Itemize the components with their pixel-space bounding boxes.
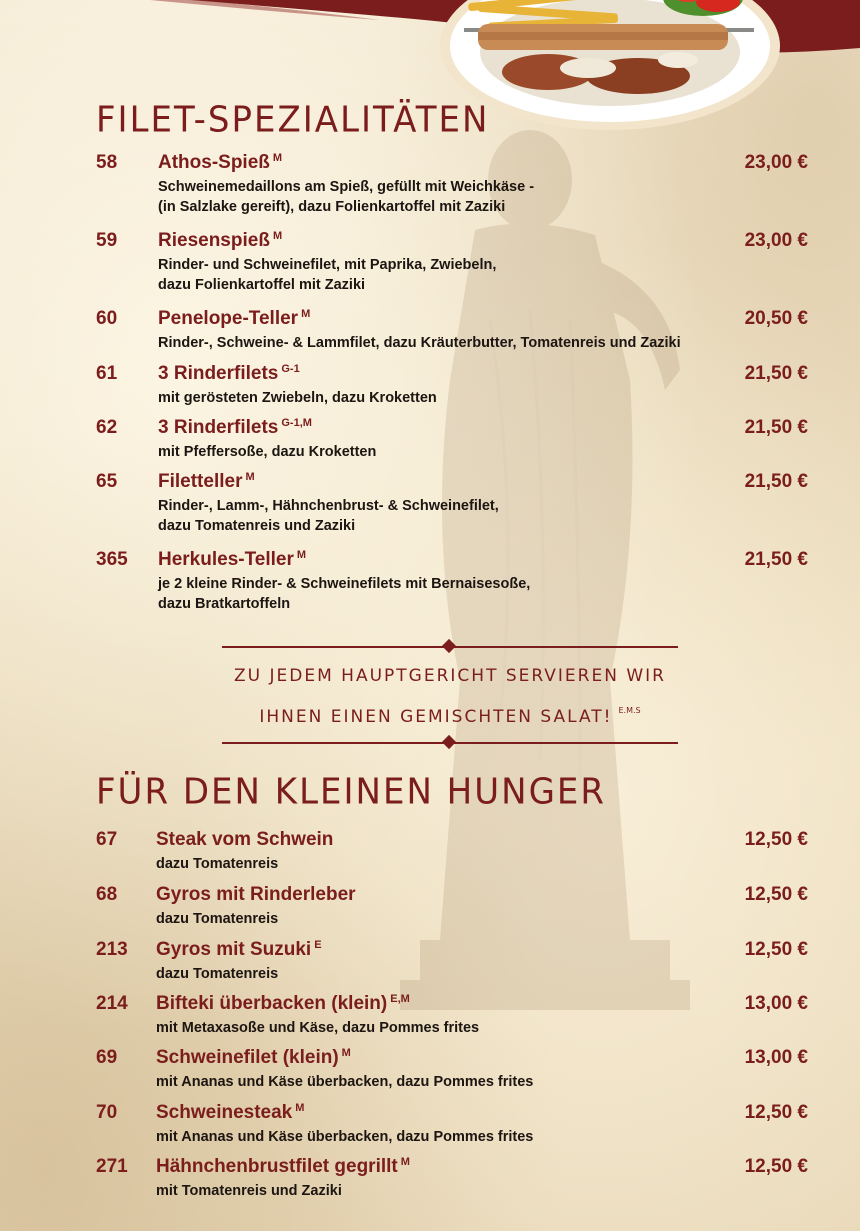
item-number: 69 — [96, 1047, 118, 1068]
item-description: Rinder-, Lamm-, Hähnchenbrust- & Schweinefilet, dazu Tomatenreis und Zaziki — [158, 498, 499, 534]
item-name: Filetteller $^M$ — [158, 471, 255, 492]
item-price: 21,50 € — [744, 549, 808, 570]
section-title-small-hunger: FÜR DEN KLEINEN HUNGER — [96, 771, 607, 813]
item-name: Herkules-Teller $^M$ — [158, 549, 307, 570]
item-name: 3 Rinderfilets $^{G-1}$ — [158, 363, 300, 384]
item-price: 23,00 € — [744, 230, 808, 251]
item-name: Bifteki überbacken (klein) $^{E,M}$ — [156, 993, 410, 1014]
item-number: 65 — [96, 471, 118, 492]
item-number: 271 — [96, 1156, 128, 1177]
divider — [222, 646, 678, 648]
item-number: 214 — [96, 993, 128, 1014]
allergen-code: E,M — [390, 993, 410, 1005]
item-price: 12,50 € — [744, 829, 808, 850]
item-number: 213 — [96, 939, 128, 960]
item-description: mit Metaxasoße und Käse, dazu Pommes frites — [156, 1020, 480, 1036]
section-title-filet: FILET-SPEZIALITÄTEN — [96, 99, 490, 141]
item-description: mit Ananas und Käse überbacken, dazu Pommes frites — [156, 1074, 534, 1090]
allergen-code: M — [272, 230, 283, 242]
allergen-code: M — [341, 1047, 351, 1059]
item-number: 68 — [96, 884, 118, 905]
item-name: Hähnchenbrustfilet gegrillt $^M$ — [156, 1156, 410, 1177]
item-price: 21,50 € — [744, 417, 808, 438]
item-price: 12,50 € — [744, 884, 808, 905]
item-name: Penelope-Teller $^M$ — [158, 308, 311, 329]
item-description: mit Tomatenreis und Zaziki — [156, 1183, 342, 1199]
item-number: 365 — [96, 549, 128, 570]
item-number: 62 — [96, 417, 118, 438]
item-number: 67 — [96, 829, 118, 850]
item-number: 58 — [96, 152, 118, 173]
item-name: Schweinesteak $^M$ — [156, 1102, 305, 1123]
item-description: dazu Tomatenreis — [156, 856, 279, 872]
item-description: mit gerösteten Zwiebeln, dazu Kroketten — [158, 390, 437, 406]
divider — [222, 742, 678, 744]
item-description: je 2 kleine Rinder- & Schweinefilets mit Bernaisesoße, dazu Bratkartoffeln — [158, 576, 531, 612]
notice-note: E.M.S — [618, 706, 641, 715]
food-plate-image — [438, 0, 782, 132]
item-price: 21,50 € — [744, 363, 808, 384]
notice-line: ZU JEDEM HAUPTGERICHT SERVIEREN WIR — [234, 666, 666, 686]
item-number: 61 — [96, 363, 118, 384]
item-price: 12,50 € — [744, 939, 808, 960]
allergen-code: M — [245, 471, 255, 483]
item-price: 13,00 € — [744, 993, 808, 1014]
allergen-code: M — [296, 549, 307, 561]
item-description: dazu Tomatenreis — [156, 966, 279, 982]
item-name: Riesenspieß $^M$ — [158, 230, 283, 251]
item-price: 12,50 € — [744, 1156, 808, 1177]
allergen-code: E — [314, 939, 322, 951]
allergen-code: G-1,M — [281, 417, 312, 429]
item-number: 60 — [96, 308, 118, 329]
item-description: Schweinemedaillons am Spieß, gefüllt mit Weichkäse - (in Salzlake gereift), dazu Folienkartoffel mit Zaziki — [158, 179, 535, 215]
item-price: 23,00 € — [744, 152, 808, 173]
item-price: 12,50 € — [744, 1102, 808, 1123]
item-name: 3 Rinderfilets $^{G-1,M}$ — [158, 417, 312, 438]
allergen-code: G-1 — [281, 363, 300, 375]
allergen-code: M — [301, 308, 311, 320]
allergen-code: M — [295, 1102, 305, 1114]
item-number: 59 — [96, 230, 118, 251]
item-description: mit Pfeffersoße, dazu Kroketten — [158, 444, 377, 460]
item-name: Steak vom Schwein — [156, 829, 334, 850]
notice-line: IHNEN EINEN GEMISCHTEN SALAT! $^{E.M.S}$ — [259, 706, 641, 727]
salad-notice — [222, 638, 678, 748]
item-name: Gyros mit Suzuki $^E$ — [156, 939, 322, 960]
item-description: Rinder-, Schweine- & Lammfilet, dazu Kräuterbutter, Tomatenreis und Zaziki — [158, 335, 681, 351]
item-name: Gyros mit Rinderleber — [156, 884, 356, 905]
item-price: 13,00 € — [744, 1047, 808, 1068]
allergen-code: M — [400, 1156, 410, 1168]
item-name: Schweinefilet (klein) $^M$ — [156, 1047, 351, 1068]
item-price: 21,50 € — [744, 471, 808, 492]
item-price: 20,50 € — [744, 308, 808, 329]
item-description: dazu Tomatenreis — [156, 911, 279, 927]
item-description: Rinder- und Schweinefilet, mit Paprika, Zwiebeln, dazu Folienkartoffel mit Zaziki — [158, 257, 497, 293]
allergen-code: M — [272, 152, 283, 164]
item-number: 70 — [96, 1102, 118, 1123]
item-description: mit Ananas und Käse überbacken, dazu Pommes frites — [156, 1129, 534, 1145]
item-name: Athos-Spieß $^M$ — [158, 152, 283, 173]
